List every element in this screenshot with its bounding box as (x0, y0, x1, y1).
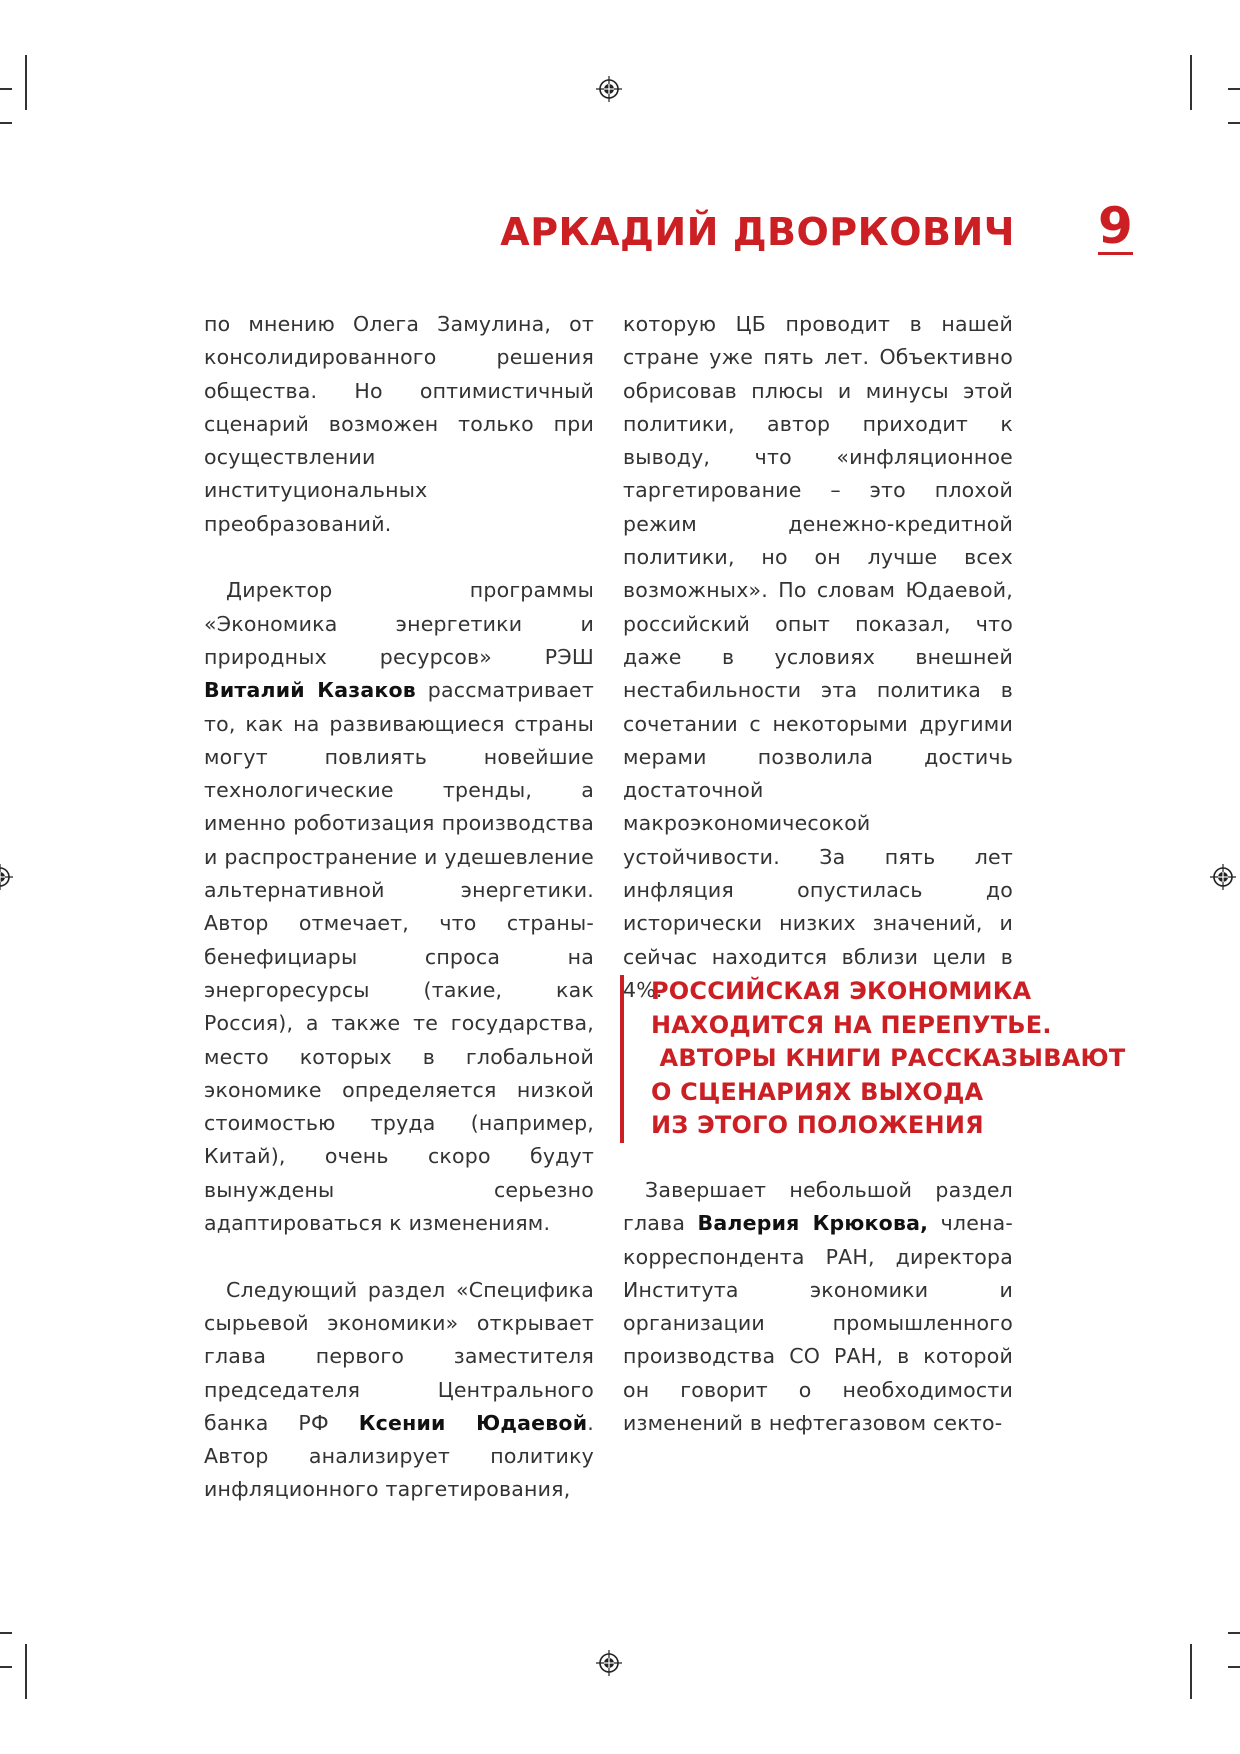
registration-mark-icon (596, 76, 622, 102)
crop-mark (0, 1632, 12, 1634)
crop-mark (1228, 1666, 1240, 1668)
pull-quote-line: АВТОРЫ КНИГИ РАССКАЗЫВАЮТ (651, 1044, 1126, 1072)
person-name: Валерия Крюкова, (697, 1211, 929, 1236)
crop-mark (1190, 1644, 1192, 1699)
crop-mark (1228, 122, 1240, 124)
text-column-right (623, 308, 1013, 1007)
paragraph (204, 1274, 594, 1507)
paragraph (204, 308, 594, 541)
paragraph (623, 1174, 1013, 1440)
crop-mark (1190, 55, 1192, 110)
registration-mark-icon (1210, 864, 1236, 890)
text-column-right-lower (623, 1174, 1013, 1440)
crop-mark (25, 1644, 27, 1699)
paragraph-text: рассматривает то, как на развивающиеся страны могут повлиять новейшие технологические тренды, а именно роботизация производства и распространение и удешевление альтернативной энергетики. Автор отмечает, что страны-бенефициары спроса на энергоресурсы (такие, как Россия), а также те государства, место которых в глобальной экономике определяется низкой стоимостью труда (например, Китай), очень скоро будут вынуждены серьезно адаптироваться к изменениям. (204, 678, 595, 1236)
crop-mark (0, 88, 12, 90)
text-column-left (204, 308, 594, 1507)
registration-mark-icon (0, 864, 13, 890)
crop-mark (1228, 88, 1240, 90)
crop-mark (0, 122, 12, 124)
paragraph-text: Следующий раздел «Специфика сырьевой экономики» открывает глава первого заместителя председателя Центрального банка РФ (204, 1277, 594, 1435)
registration-mark-icon (596, 1650, 622, 1676)
paragraph-text: по мнению Олега Замулина, от консолидированного решения общества. Но оптимистичный сценарий возможен только при осуществлении институциональных преобразований. (204, 312, 594, 536)
person-name: Виталий Казаков (204, 678, 416, 703)
paragraph-text: . Автор анализирует политику инфляционного таргетирования, (204, 1410, 594, 1502)
paragraph-text: Завершает небольшой раздел глава (623, 1178, 1013, 1236)
page-number: 9 (1098, 197, 1133, 255)
crop-mark (25, 55, 27, 110)
crop-mark (0, 1666, 12, 1668)
running-header-author: АРКАДИЙ ДВОРКОВИЧ (500, 210, 1015, 254)
paragraph-text: члена-корреспондента РАН, директора Института экономики и организации промышленного производства СО РАН, в которой он говорит о необходимости изменений в нефтегазовом секто- (623, 1211, 1014, 1436)
pull-quote-line: О СЦЕНАРИЯХ ВЫХОДА (651, 1077, 984, 1106)
pull-quote-line: ИЗ ЭТОГО ПОЛОЖЕНИЯ (651, 1111, 984, 1139)
paragraph (204, 574, 594, 1240)
paragraph-text: которую ЦБ проводит в нашей стране уже пять лет. Объективно обрисовав плюсы и минусы этой политики, автор приходит к выводу, что «инфляционное таргетирование – это плохой режим денежно-кредитной политики, но он лучше всех возможных». По словам Юдаевой, российский опыт показал, что даже в условиях внешней нестабильности эта политика в сочетании с некоторыми другими мерами позволила достичь достаточной макроэкономичесокой устойчивости. За пять лет инфляция опустилась до исторически низких значений, и сейчас находится вблизи цели в 4%. (623, 312, 1013, 1002)
pull-quote-line: РОССИЙСКАЯ ЭКОНОМИКА (651, 977, 1032, 1005)
person-name: Ксении Юдаевой (358, 1410, 588, 1435)
crop-mark (1228, 1632, 1240, 1634)
paragraph-text: Директор программы «Экономика энергетики и природных ресурсов» РЭШ (204, 578, 594, 669)
pull-quote (620, 975, 1125, 1143)
paragraph (623, 308, 1013, 1007)
pull-quote-line: НАХОДИТСЯ НА ПЕРЕПУТЬЕ. (651, 1010, 1052, 1039)
